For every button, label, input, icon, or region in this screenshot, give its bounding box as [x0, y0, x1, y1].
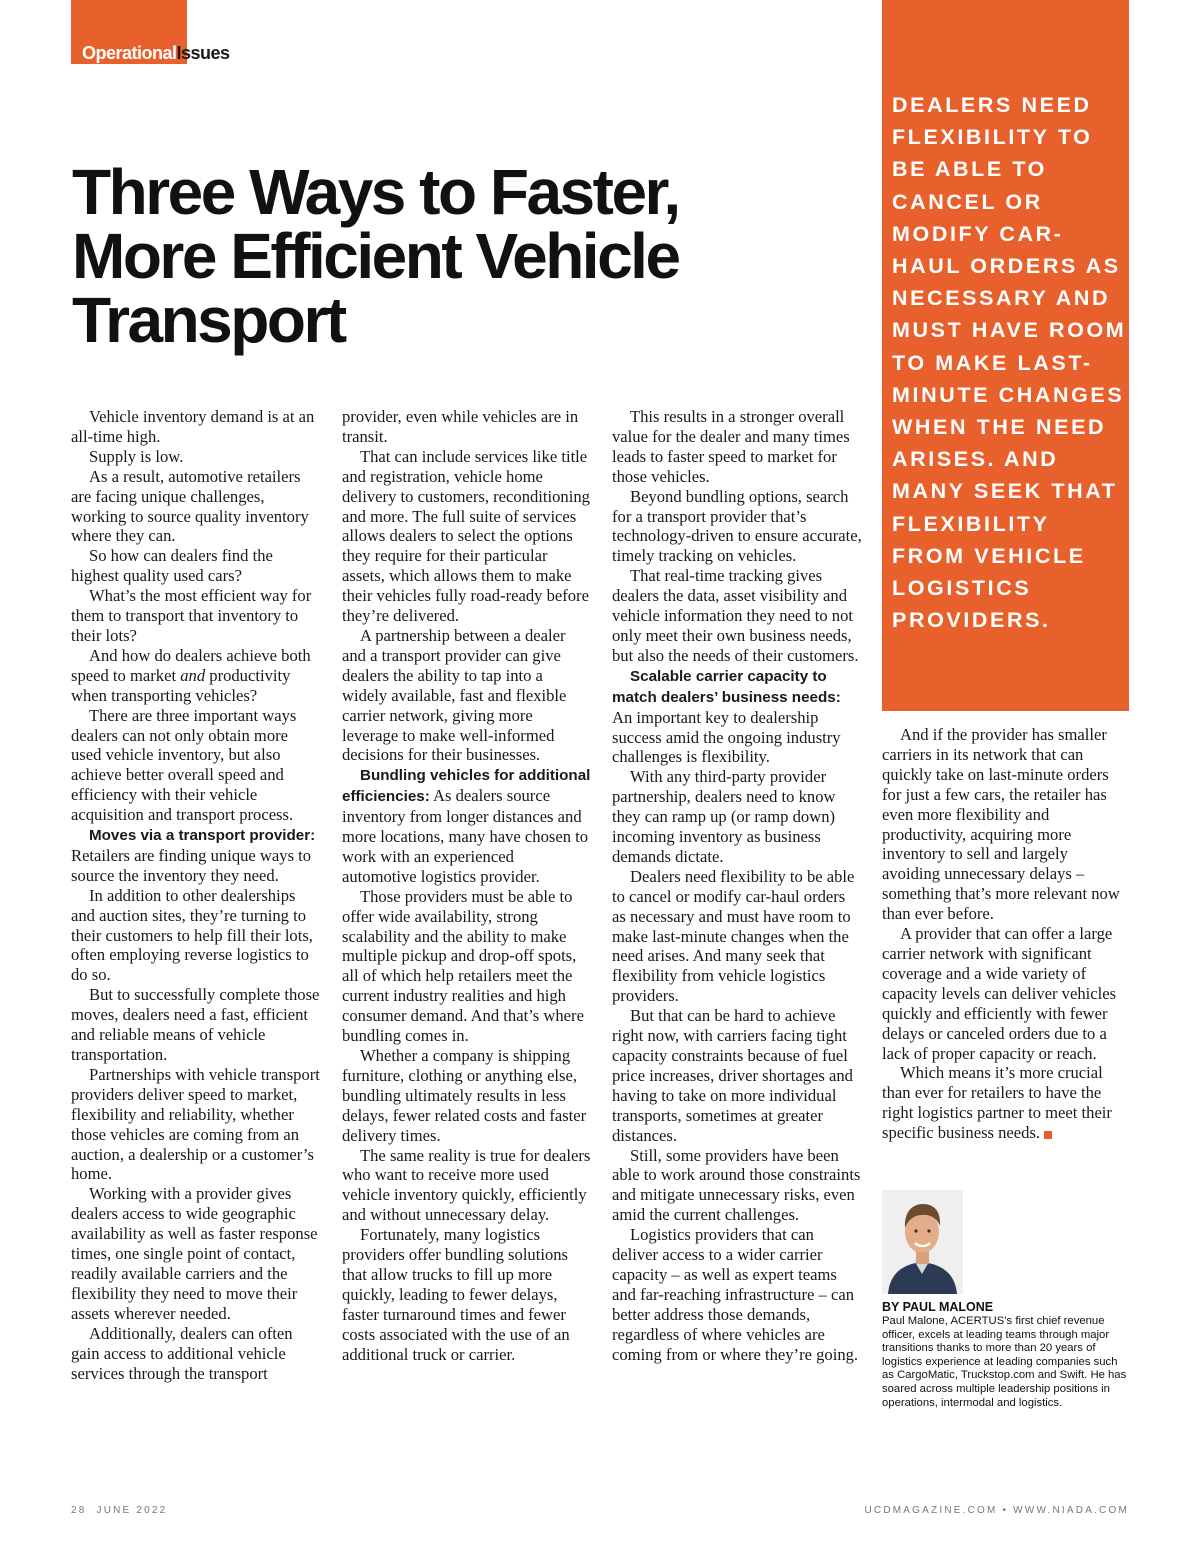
headline-line: Transport — [72, 284, 345, 356]
emphasis-text: and — [180, 665, 206, 685]
paragraph: Partnerships with vehicle transport providers deliver speed to market, flexibility and reliability, whether those vehicles are coming from an auction, a dealership or a customer’s home. — [71, 1064, 320, 1184]
subhead-lead: Moves via a transport provider: — [89, 827, 316, 845]
paragraph: That real-time tracking gives dealers the data, asset visibility and vehicle information they need to not only meet their own business needs, but also the needs of their customers. — [612, 566, 859, 665]
article-column-2 — [342, 407, 592, 1365]
author-byline: BY PAUL MALONE — [882, 1300, 994, 1314]
headline-line: Three Ways to Faster, — [72, 156, 679, 228]
text-run: productivity when transporting vehicles? — [71, 665, 291, 705]
article-column-4 — [882, 725, 1130, 1143]
paragraph: Vehicle inventory demand is at an all-time high. — [71, 407, 315, 446]
paragraph — [882, 1063, 1130, 1143]
paragraph: There are three important ways dealers can not only obtain more used vehicle inventory, but also achieve better overall speed and efficiency with their vehicle acquisition and transport process. — [71, 705, 297, 825]
paragraph: And if the provider has smaller carriers in its network that can quickly take on last-minute orders for just a few cars, the retailer has even more flexibility and productivity, acquiring more inventory to sell and largely avoiding unnecessary delays – something that’s more relevant now than ever before. — [882, 725, 1120, 924]
text-run: An important key to dealership success amid the ongoing industry challenges is flexibility. — [612, 707, 841, 767]
paragraph: A provider that can offer a large carrier network with significant coverage and a wide variety of capacity levels can deliver vehicles quickly and efficiently with fewer delays or canceled orders due to a lack of proper capacity or reach. — [882, 924, 1117, 1063]
pull-quote-box — [882, 0, 1129, 711]
paragraph: Those providers must be able to offer wide availability, strong scalability and the ability to make multiple pickup and drop-off spots, all of which help retailers meet the current industry realities and high consumer demand. And that’s where bundling comes in. — [342, 886, 584, 1046]
paragraph: In addition to other dealerships and auction sites, they’re turning to their customers to help fill their lots, often employing reverse logistics to do so. — [71, 885, 313, 985]
paragraph: Additionally, dealers can often gain access to additional vehicle services through the transport — [71, 1323, 293, 1383]
paragraph — [71, 646, 321, 706]
paragraph: Working with a provider gives dealers access to wide geographic availability as well as faster response times, one single point of contact, readily available carriers and the flexibility they need to move their assets wherever needed. — [71, 1184, 318, 1323]
end-mark-icon — [1044, 1131, 1052, 1139]
subhead-lead: Bundling vehicles for additional efficiencies: — [342, 767, 591, 806]
pull-quote-text: DEALERS NEED FLEXIBILITY TO BE ABLE TO CANCEL OR MODIFY CAR-HAUL ORDERS AS NECESSARY AND MUST HAVE ROOM TO MAKE LAST-MINUTE CHANGES WHEN THE NEED ARISES. AND MANY SEEK THAT FLEXIBILITY FROM VEHICLE LOGISTICS PROVIDERS. — [892, 93, 1127, 633]
paragraph: The same reality is true for dealers who want to receive more used vehicle inventory quickly, efficiently and without unnecessary delay. — [342, 1145, 591, 1225]
paragraph: Still, some providers have been able to work around those constraints and mitigate unnecessary risks, even amid the current challenges. — [612, 1145, 861, 1225]
paragraph: Whether a company is shipping furniture, clothing or anything else, bundling ultimately results in less delays, fewer related costs and faster delivery times. — [342, 1046, 587, 1145]
paragraph: But that can be hard to achieve right now, with carriers facing tight capacity constraints because of fuel price increases, driver shortages and having to take on more individual transports, sometimes at greater distances. — [612, 1006, 853, 1145]
paragraph: That can include services like title and registration, vehicle home delivery to customers, reconditioning and more. The full suite of services allows dealers to select the options they require for their particular assets, which allows them to make their vehicles fully road-ready before they’re delivered. — [342, 446, 590, 626]
paragraph: A partnership between a dealer and a transport provider can give dealers the ability to tap into a widely available, fast and flexible carrier network, giving more leverage to make well-informed decisions for their businesses. — [342, 625, 567, 765]
section-label — [82, 42, 230, 64]
headline-line: More Efficient Vehicle — [72, 220, 679, 292]
paragraph: Dealers need flexibility to be able to cancel or modify car-haul orders as necessary and must have room to make last-minute changes when the need arises. And many seek that flexibility from vehicle logistics providers. — [612, 866, 855, 1006]
paragraph: What’s the most efficient way for them to transport that inventory to their lots? — [71, 586, 312, 645]
subhead-lead: Scalable carrier capacity to match dealers’ business needs: — [612, 667, 841, 706]
paragraph: Fortunately, many logistics providers offer bundling solutions that allow trucks to fill up more quickly, leading to fewer delays, faster turnaround times and fewer costs associated with the use of an additional truck or carrier. — [342, 1225, 570, 1364]
article-headline — [72, 156, 862, 356]
issue-date: JUNE 2022 — [96, 1505, 168, 1516]
paragraph: As a result, automotive retailers are facing unique challenges, working to source quality inventory where they can. — [71, 466, 309, 546]
paragraph: Beyond bundling options, search for a transport provider that’s technology-driven to ensure accurate, timely tracking on vehicles. — [612, 486, 862, 566]
text-run: And how do dealers achieve both speed to market — [71, 645, 311, 685]
paragraph — [612, 666, 862, 768]
paragraph: provider, even while vehicles are in transit. — [342, 407, 579, 446]
paragraph — [71, 825, 321, 886]
footer-page-info — [71, 1505, 167, 1516]
paragraph: This results in a stronger overall value for the dealer and many times leads to faster speed to market for those vehicles. — [612, 407, 850, 486]
author-photo — [882, 1190, 963, 1294]
section-label-word2: Issues — [176, 43, 230, 63]
paragraph: So how can dealers find the highest quality used cars? — [71, 546, 273, 586]
paragraph: Logistics providers that can deliver access to a wider carrier capacity – as well as expert teams and far-reaching infrastructure – can better address those demands, regardless of where vehicles are coming from or where they’re going. — [612, 1225, 859, 1364]
article-column-3 — [612, 407, 862, 1365]
text-run: Which means it’s more crucial than ever for retailers to have the right logistics partner to meet their specific business needs. — [882, 1063, 1112, 1143]
paragraph: But to successfully complete those moves, dealers need a fast, efficient and reliable means of vehicle transportation. — [71, 985, 320, 1064]
paragraph: With any third-party provider partnership, dealers need to know they can ramp up (or ramp down) incoming inventory as business demands dictate. — [612, 767, 836, 866]
author-portrait-icon — [882, 1190, 963, 1294]
footer-websites: UCDMAGAZINE.COM • WWW.NIADA.COM — [864, 1505, 1129, 1516]
section-label-word1: Operational — [82, 43, 177, 63]
text-run: Retailers are finding unique ways to source the inventory they need. — [71, 845, 312, 885]
paragraph: Supply is low. — [89, 446, 184, 466]
paragraph — [342, 765, 592, 886]
author-bio: Paul Malone, ACERTUS’s first chief revenue officer, excels at leading teams through major transitions thanks to more than 20 years of logistics experience at leading companies such as CargoMatic, Truckstop.com and Swift. He has soared across multiple leadership positions in operations, intermodal and logistics. — [882, 1315, 1127, 1409]
article-column-1 — [71, 407, 321, 1383]
page-number: 28 — [71, 1505, 87, 1516]
text-run: As dealers source inventory from longer distances and more locations, many have chosen to work with an experienced automotive logistics provider. — [342, 786, 589, 886]
